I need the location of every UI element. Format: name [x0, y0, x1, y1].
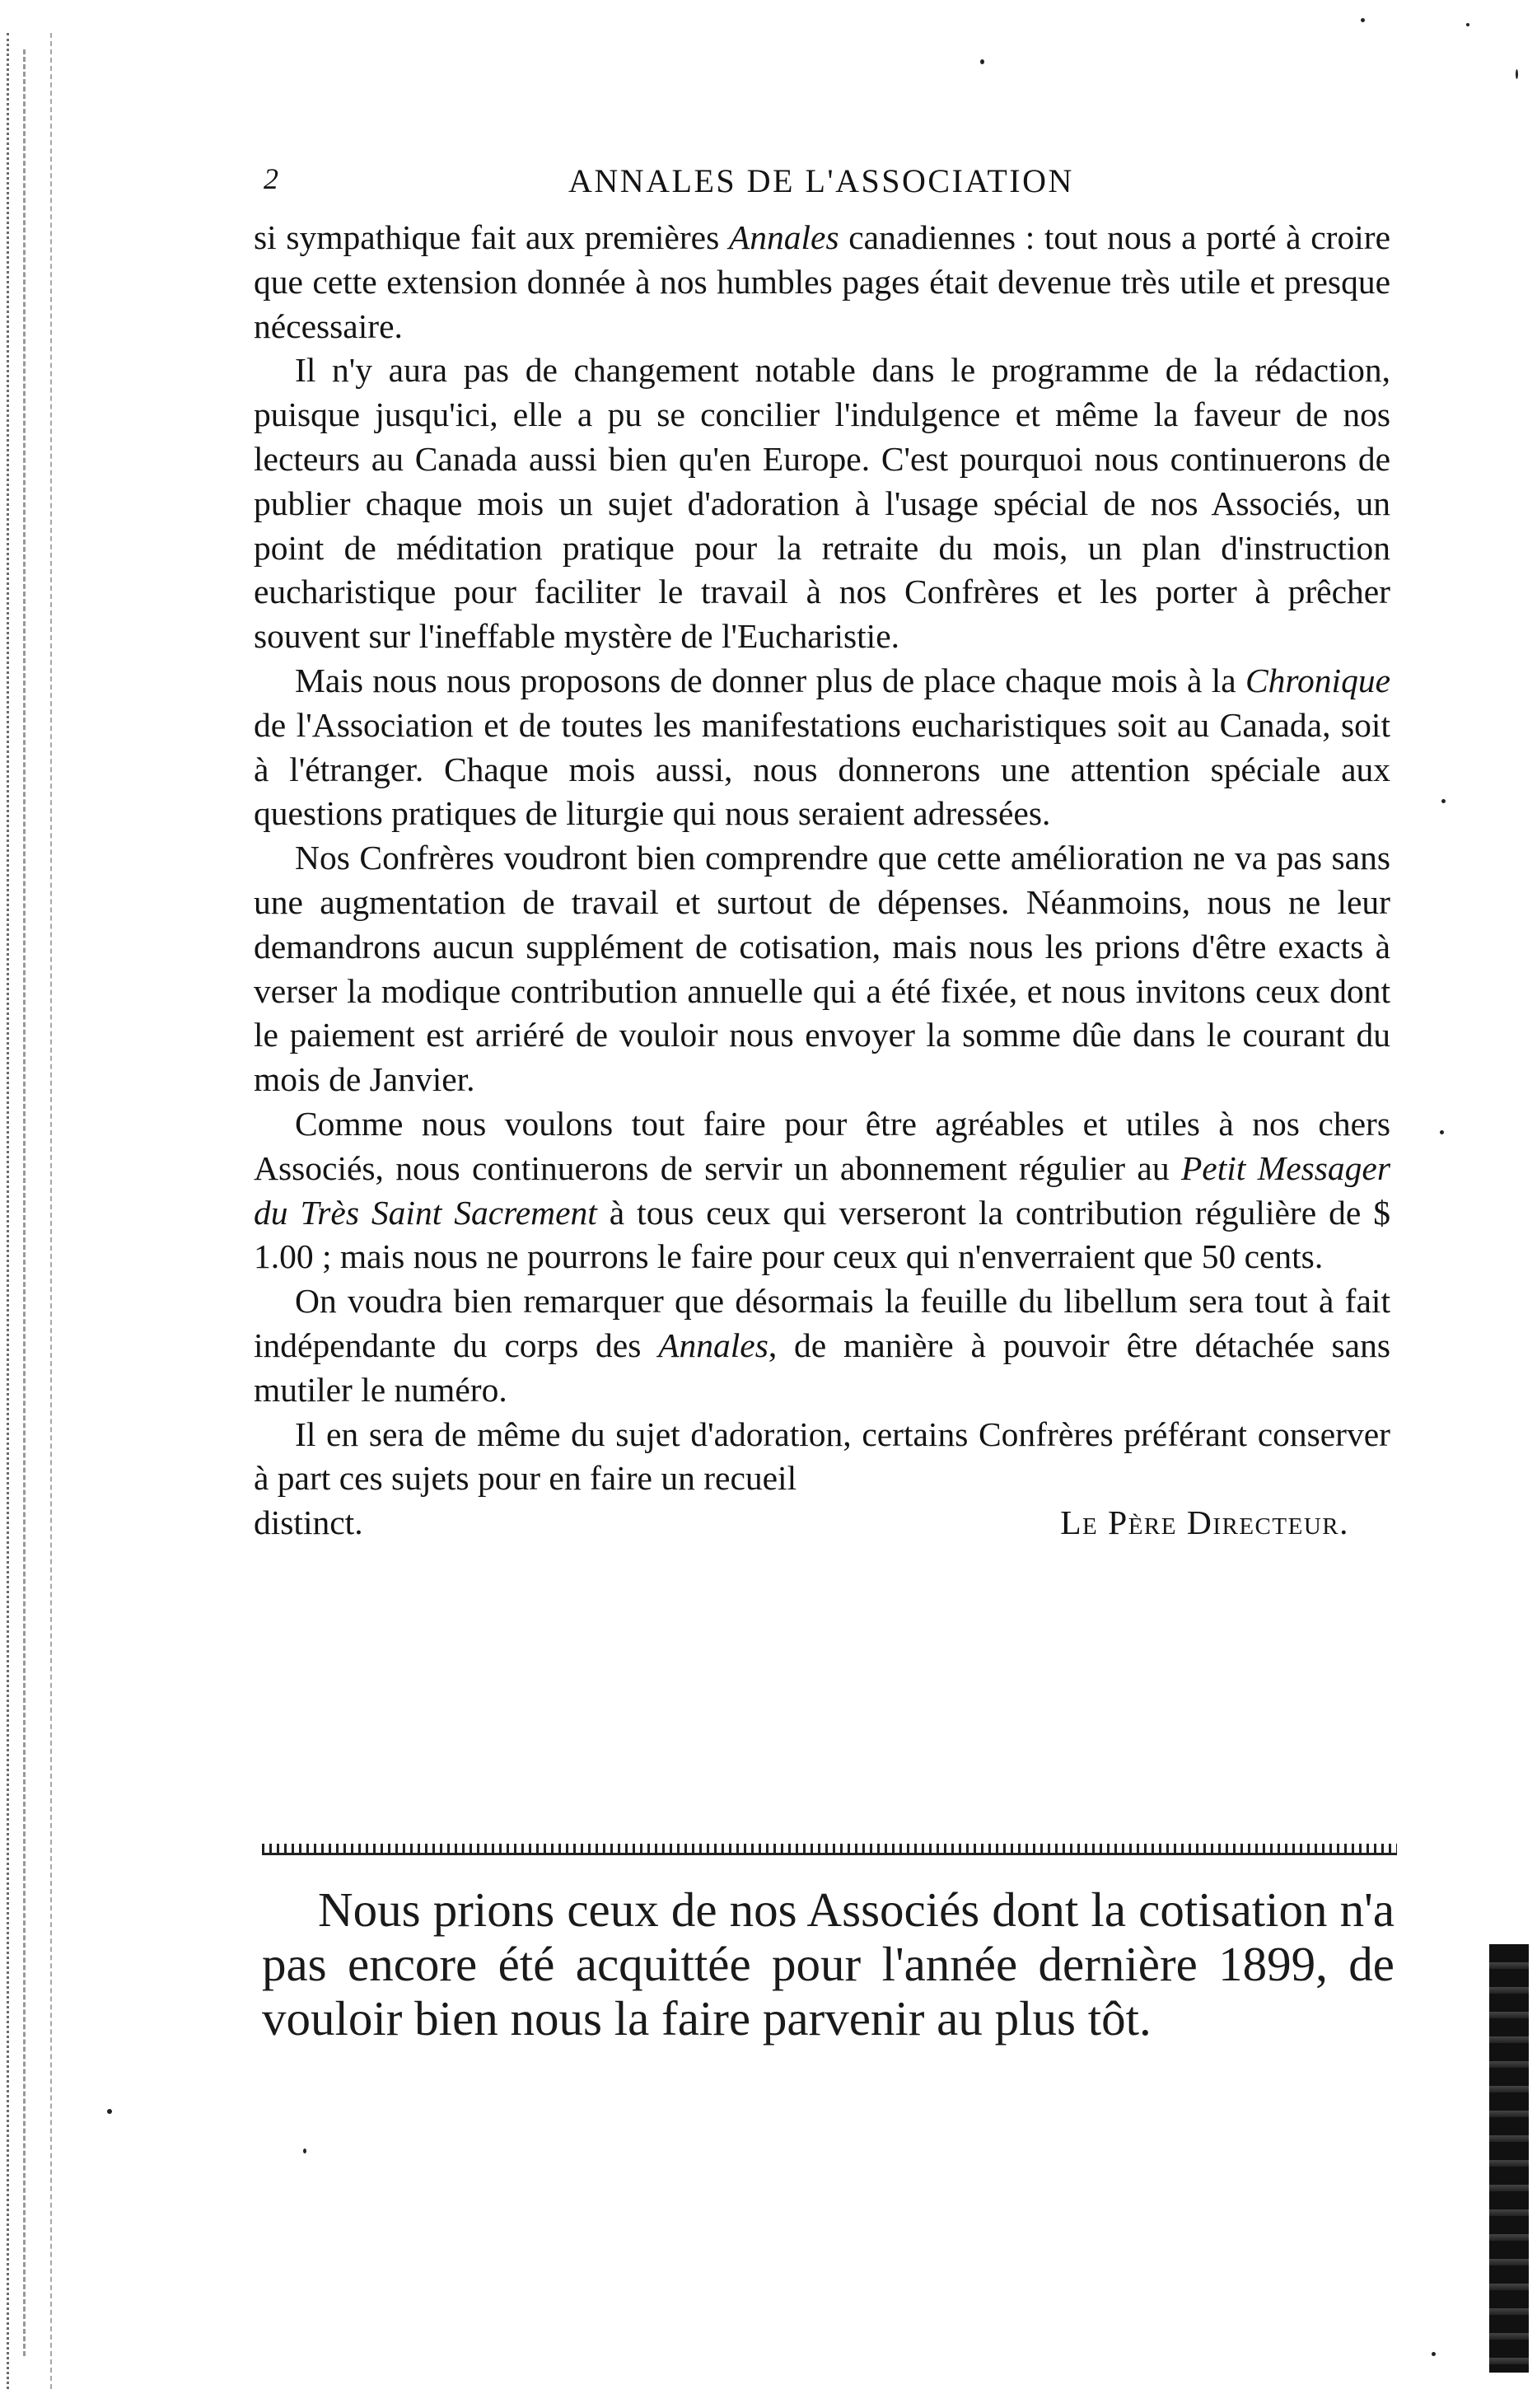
running-title: ANNALES DE L'ASSOCIATION — [568, 162, 1074, 199]
paragraph-7: Il en sera de même du sujet d'adoration, certains Confrères préférant conserver à part ces sujets pour en faire un recueil — [254, 1414, 1390, 1498]
scan-edge-left-inner — [23, 49, 29, 2356]
scan-speck — [1441, 799, 1446, 803]
paragraph-1 — [254, 216, 1390, 348]
paragraph-5-text: Comme nous voulons tout faire pour être agréables et utiles à nos chers Associés, nous continuerons de servir un abonnement régulier au — [254, 1104, 1390, 1187]
signature-line — [254, 1501, 1390, 1545]
signature: Le Père Directeur. — [1060, 1503, 1349, 1542]
scan-speck — [980, 59, 984, 64]
scan-speck — [1516, 69, 1518, 79]
ornamental-divider — [262, 1844, 1397, 1855]
paragraph-3 — [254, 659, 1390, 836]
notice-text: Nous prions ceux de nos Associés dont la cotisation n'a pas encore été acquittée pour l'année dernière 1899, de vouloir bien nous la faire parvenir au plus tôt. — [262, 1882, 1395, 2046]
paragraph-1-text: si sympathique fait aux premières — [254, 218, 729, 256]
paragraph-1-text-end: canadiennes : tout nous a porté à croire que cette extension donnée à nos humbles pages était devenue très utile et presque nécessaire. — [254, 218, 1390, 345]
paragraph-6-text-end: , de manière à pouvoir être détachée sans mutiler le numéro. — [254, 1326, 1390, 1409]
publication-title-messager: Petit Messager du Très Saint Sacrement — [254, 1148, 1390, 1232]
section-title-chronique: Chronique — [1245, 661, 1390, 699]
page-number: 2 — [264, 162, 280, 195]
scan-speck — [1432, 2352, 1436, 2356]
scan-speck — [1466, 23, 1469, 26]
paragraph-5-text-end: à tous ceux qui verseront la contribution régulière de $ 1.00 ; mais nous ne pourrons le faire pour ceux qui n'enverraient que 50 cents. — [254, 1193, 1390, 1276]
payment-notice — [262, 1882, 1395, 2046]
paragraph-5 — [254, 1102, 1390, 1279]
paragraph-6 — [254, 1279, 1390, 1412]
journal-title-annales-2: Annales — [658, 1326, 768, 1364]
scan-edge-left — [7, 33, 52, 2389]
paragraph-3-text: Mais nous nous proposons de donner plus de place chaque mois à la — [295, 661, 1245, 699]
scan-speck — [107, 2109, 112, 2114]
journal-title-annales: Annales — [728, 218, 839, 256]
paragraph-3-text-end: de l'Association et de toutes les manifestations eucharistiques soit au Canada, soit à l'étranger. Chaque mois aussi, nous donnerons une attention spéciale aux questions pratiques de liturgie qui nous seraient adressées. — [254, 705, 1390, 833]
scan-speck — [1361, 18, 1365, 22]
paragraph-4: Nos Confrères voudront bien comprendre que cette amélioration ne va pas sans une augmentation de travail et surtout de dépenses. Néanmoins, nous ne leur demandrons aucun supplément de cotisation, mais nous les prions d'être exacts à verser la modique contribution annuelle qui a été fixée, et nous invitons ceux dont le paiement est arriéré de vouloir nous envoyer la somme dûe dans le courant du mois de Janvier. — [254, 839, 1390, 1099]
paragraph-2: Il n'y aura pas de changement notable dans le programme de la rédaction, puisque jusqu'ici, elle a pu se concilier l'indulgence et même la faveur de nos lecteurs au Canada aussi bien qu'en Europe. C'est pourquoi nous continuerons de publier chaque mois un sujet d'adoration à l'usage spécial de nos Associés, un point de méditation pratique pour la retraite du mois, un plan d'instruction eucharistique pour faciliter le travail à nos Confrères et les porter à prêcher souvent sur l'ineffable mystère de l'Eucharistie. — [254, 351, 1390, 656]
scan-edge-right — [1489, 1944, 1529, 2373]
article-body — [254, 216, 1390, 1545]
scan-speck — [303, 2148, 306, 2153]
scan-speck — [1440, 1130, 1444, 1134]
paragraph-7-last-word: distinct. — [254, 1503, 363, 1542]
paragraph-6-text: On voudra bien remarquer que désormais la feuille du libellum sera tout à fait indépendante du corps des — [254, 1282, 1390, 1364]
